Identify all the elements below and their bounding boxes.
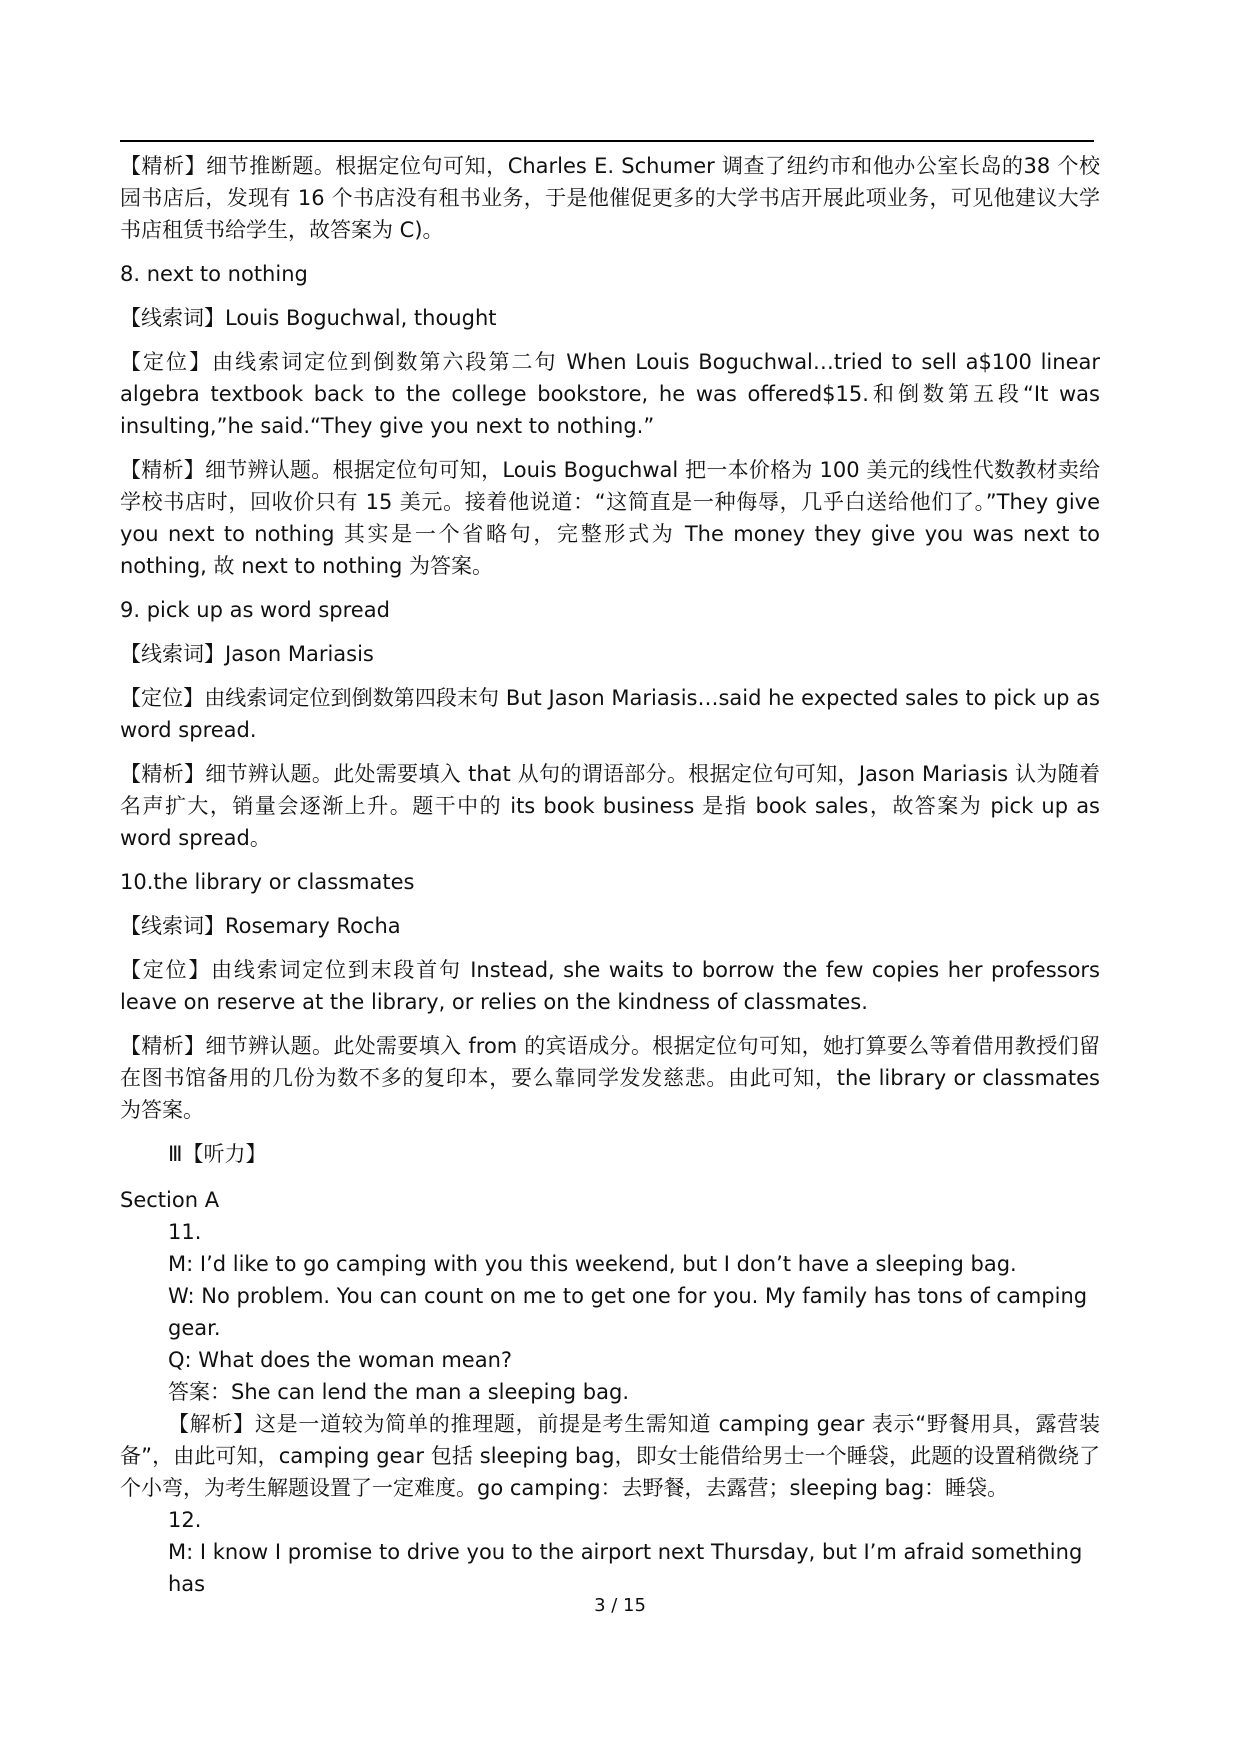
q8-clue: 【线索词】Louis Boguchwal, thought (120, 306, 497, 330)
q11-number: 11. (168, 1220, 202, 1244)
q10-analysis: 【精析】细节辨认题。此处需要填入 from 的宾语成分。根据定位句可知，她打算要么等着借用教授们留在图书馆备用的几份为数不多的复印本，要么靠同学发发慈悲。由此可知，the library or classmates 为答案。 (120, 1034, 1100, 1122)
q12-man-line: M: I know I promise to drive you to the airport next Thursday, but I’m afraid something has (168, 1540, 1083, 1596)
q9-analysis: 【精析】细节辨认题。此处需要填入 that 从句的谓语部分。根据定位句可知，Jason Mariasis 认为随着名声扩大，销量会逐渐上升。题干中的 its book business 是指 book sales，故答案为 pick up as word spread。 (120, 762, 1100, 850)
page-content (120, 150, 1100, 1600)
section-a-heading: Section A (120, 1188, 220, 1212)
q11-answer: 答案：She can lend the man a sleeping bag. (168, 1380, 629, 1404)
header-rule (120, 140, 1094, 142)
q8-analysis: 【精析】细节辨认题。根据定位句可知，Louis Boguchwal 把一本价格为 100 美元的线性代数教材卖给学校书店时，回收价只有 15 美元。接着他说道：“这简直是一种侮辱，几乎白送给他们了。”They give you next to nothing 其实是一个省略句，完整形式为 The money they give you was next to nothing, 故 next to nothing 为答案。 (120, 458, 1100, 578)
q12-number: 12. (168, 1508, 202, 1532)
q7-analysis: 【精析】细节推断题。根据定位句可知，Charles E. Schumer 调查了纽约市和他办公室长岛的38 个校园书店后，发现有 16 个书店没有租书业务，于是他催促更多的大学书店开展此项业务，可见他建议大学书店租赁书给学生，故答案为 C)。 (120, 154, 1100, 242)
q11-man-line: M: I’d like to go camping with you this weekend, but I don’t have a sleeping bag. (168, 1252, 1017, 1276)
listening-title: Ⅲ【听力】 (168, 1142, 267, 1166)
q9-location: 【定位】由线索词定位到倒数第四段末句 But Jason Mariasis…said he expected sales to pick up as word spread. (120, 686, 1100, 742)
q9-answer: 9. pick up as word spread (120, 598, 390, 622)
q8-location: 【定位】由线索词定位到倒数第六段第二句 When Louis Boguchwal…tried to sell a$100 linear algebra textbook back to the college bookstore, he was offered$15.和倒数第五段“It was insulting,”he said.“They give you next to nothing.” (120, 350, 1100, 438)
q10-location: 【定位】由线索词定位到末段首句 Instead, she waits to borrow the few copies her professors leave on reserve at the library, or relies on the kindness of classmates. (120, 958, 1100, 1014)
q12-block (120, 1504, 1100, 1600)
page-number: 3 / 15 (594, 1595, 646, 1616)
q11-analysis: 【解析】这是一道较为简单的推理题，前提是考生需知道 camping gear 表示“野餐用具，露营装备”，由此可知，camping gear 包括 sleeping bag，即女士能借给男士一个睡袋，此题的设置稍微绕了个小弯，为考生解题设置了一定难度。go camping：去野餐，去露营；sleeping bag：睡袋。 (120, 1412, 1100, 1500)
q11-question: Q: What does the woman mean? (168, 1348, 513, 1372)
q10-clue: 【线索词】Rosemary Rocha (120, 914, 401, 938)
q8-answer: 8. next to nothing (120, 262, 308, 286)
q9-clue: 【线索词】Jason Mariasis (120, 642, 374, 666)
q11-woman-line: W: No problem. You can count on me to get one for you. My family has tons of camping gear. (168, 1284, 1088, 1340)
q11-block (120, 1216, 1100, 1408)
q10-answer: 10.the library or classmates (120, 870, 415, 894)
